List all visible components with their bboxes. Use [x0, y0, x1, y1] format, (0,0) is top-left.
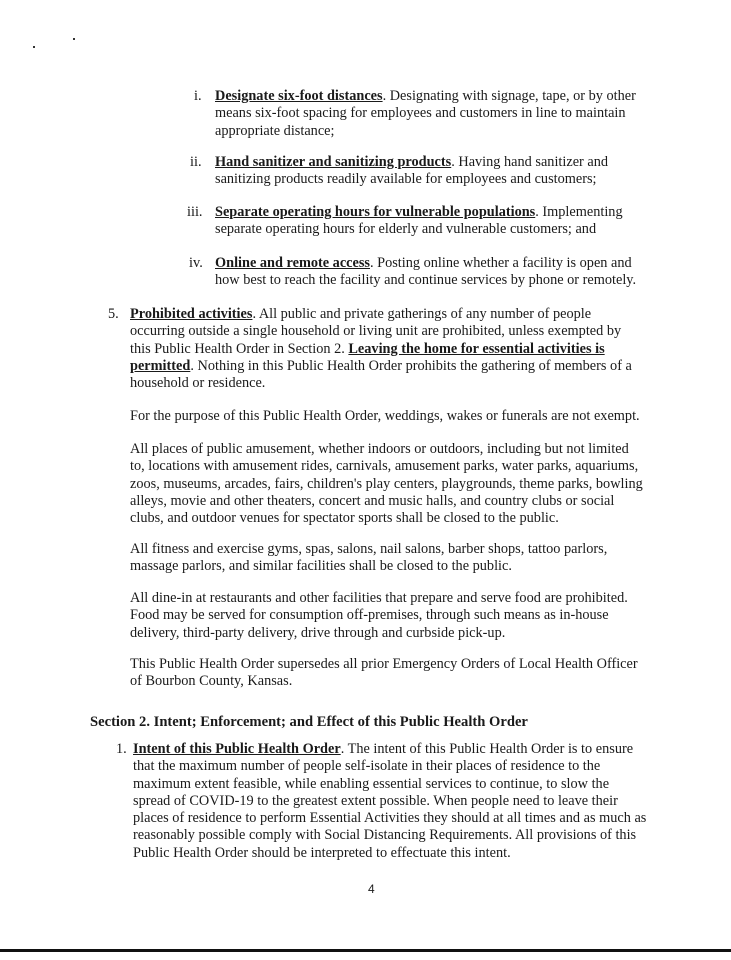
text-line — [130, 358, 632, 375]
list-item-prohibited-activities — [130, 306, 632, 392]
text-run: clubs, and outdoor venues for spectator sports shall be closed to the public. — [130, 510, 559, 527]
text-run: All fitness and exercise gyms, spas, salons, nail salons, barber shops, tattoo parlors, — [130, 541, 608, 557]
scan-speck — [33, 46, 35, 48]
text-line — [130, 323, 632, 340]
text-run: separate operating hours for elderly and vulnerable customers; and — [215, 221, 597, 238]
text-run: delivery, third-party delivery, drive through and curbside pick-up. — [130, 624, 506, 641]
underlined-heading: Leaving the home for essential activities is — [348, 340, 605, 357]
scan-speck — [73, 38, 75, 40]
text-line — [215, 171, 608, 188]
text-line — [130, 607, 628, 624]
underlined-heading: Hand sanitizer and sanitizing products — [215, 154, 452, 170]
list-item-intent — [133, 741, 646, 862]
item-marker: iv. — [189, 255, 203, 271]
text-line — [130, 558, 607, 575]
paragraph-public-amusement — [130, 441, 643, 527]
text-line — [130, 341, 632, 358]
text-line — [133, 827, 646, 844]
underlined-heading: Online and remote access — [215, 255, 370, 271]
text-run: alleys, movie and other theaters, concert and music halls, and country clubs or social — [130, 492, 615, 509]
item-marker: ii. — [190, 154, 202, 170]
text-run: All dine-in at restaurants and other facilities that prepare and serve food are prohibited. — [130, 590, 628, 606]
text-run: . Implementing — [535, 204, 623, 220]
list-item-online-access — [215, 255, 636, 290]
text-line — [133, 758, 646, 775]
paragraph-fitness — [130, 541, 607, 576]
section-heading: Section 2. Intent; Enforcement; and Effect of this Public Health Order — [90, 714, 528, 730]
text-run: . Designating with signage, tape, or by other — [382, 88, 636, 104]
text-run: This Public Health Order supersedes all prior Emergency Orders of Local Health Officer — [130, 656, 638, 672]
text-run: how best to reach the facility and continue services by phone or remotely. — [215, 272, 637, 289]
underlined-heading: Designate six-foot distances — [215, 88, 383, 104]
list-item-hand-sanitizer — [215, 154, 608, 189]
text-run: of Bourbon County, Kansas. — [130, 673, 293, 690]
list-item-six-foot-distances — [215, 88, 636, 140]
text-run: spread of COVID-19 to the greatest extent possible. When people need to leave their — [133, 792, 618, 809]
text-line — [215, 154, 608, 171]
text-run: All places of public amusement, whether indoors or outdoors, including but not limited — [130, 441, 629, 457]
text-run: Food may be served for consumption off-premises, through such means as in-house — [130, 607, 609, 624]
text-line — [130, 458, 643, 475]
text-line — [133, 776, 646, 793]
text-line — [130, 656, 638, 673]
underlined-heading: Separate operating hours for vulnerable populations — [215, 204, 536, 220]
text-run: places of residence to perform Essential Activities they should at all times and as much as — [133, 810, 647, 827]
text-run: to, locations with amusement rides, carnivals, amusement parks, water parks, aquariums, — [130, 458, 639, 475]
text-line — [130, 375, 632, 392]
text-run: sanitizing products readily available for employees and customers; — [215, 171, 597, 188]
text-run: that the maximum number of people self-isolate in their places of residence to the — [133, 758, 601, 775]
underlined-heading: permitted — [130, 357, 191, 374]
text-line — [130, 510, 643, 527]
text-run: . The intent of this Public Health Order is to ensure — [340, 741, 634, 757]
text-line — [130, 673, 638, 690]
paragraph-dine-in — [130, 590, 628, 642]
text-run: . Posting online whether a facility is open and — [370, 255, 632, 271]
text-line — [215, 105, 636, 122]
text-run: means six-foot spacing for employees and customers in line to maintain — [215, 105, 626, 122]
text-line — [215, 255, 636, 272]
text-run: . Nothing in this Public Health Order prohibits the gathering of members of a — [190, 357, 632, 374]
underlined-heading: Intent of this Public Health Order — [133, 741, 341, 757]
text-run: . All public and private gatherings of any number of people — [252, 306, 592, 322]
text-run: occurring outside a single household or living unit are prohibited, unless exempted by — [130, 323, 622, 340]
text-run: this Public Health Order in Section 2. — [130, 340, 349, 357]
text-run: appropriate distance; — [215, 122, 335, 139]
text-run: reasonably possible comply with Social Distancing Requirements. All provisions of this — [133, 827, 637, 844]
text-line — [130, 408, 640, 425]
text-line — [130, 476, 643, 493]
item-marker: 5. — [108, 306, 119, 322]
text-line — [133, 845, 646, 862]
text-line — [215, 221, 623, 238]
list-item-operating-hours — [215, 204, 623, 239]
text-run: household or residence. — [130, 375, 266, 392]
text-line — [130, 541, 607, 558]
page-bottom-rule — [0, 949, 731, 952]
text-line — [215, 204, 623, 221]
page-number: 4 — [368, 882, 375, 896]
item-marker: 1. — [116, 741, 127, 757]
text-line — [130, 625, 628, 642]
paragraph-weddings — [130, 408, 640, 425]
text-run: . Having hand sanitizer and — [451, 154, 609, 170]
text-line — [130, 306, 632, 323]
text-line — [215, 272, 636, 289]
text-run: massage parlors, and similar facilities shall be closed to the public. — [130, 558, 512, 575]
text-line — [215, 123, 636, 140]
item-marker: i. — [194, 88, 202, 104]
text-line — [130, 590, 628, 607]
text-line — [133, 810, 646, 827]
text-line — [130, 493, 643, 510]
text-line — [215, 88, 636, 105]
text-run: zoos, museums, arcades, fairs, children's play centers, playgrounds, theme parks, bowling — [130, 475, 643, 492]
underlined-heading: Prohibited activities — [130, 306, 253, 322]
text-run: Public Health Order should be interpreted to effectuate this intent. — [133, 844, 511, 861]
text-line — [133, 741, 646, 758]
text-line — [133, 793, 646, 810]
paragraph-supersedes — [130, 656, 638, 691]
item-marker: iii. — [187, 204, 203, 220]
text-run: maximum extent feasible, while enabling essential services to continue, to slow the — [133, 775, 610, 792]
text-run: For the purpose of this Public Health Order, weddings, wakes or funerals are not exempt. — [130, 408, 640, 424]
text-line — [130, 441, 643, 458]
